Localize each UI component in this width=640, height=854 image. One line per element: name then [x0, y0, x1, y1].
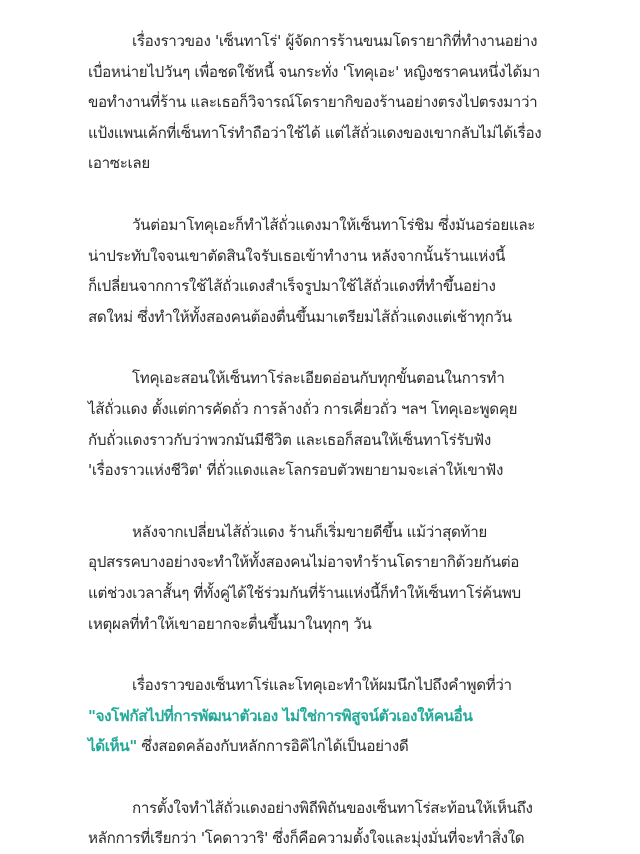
text-line: การตั้งใจทำไส้ถั่วแดงอย่างพิถีพิถันของเซ็นทาโร่สะท้อนให้เห็นถึง	[132, 798, 533, 817]
highlighted-quote-end: ได้เห็น"	[88, 737, 137, 756]
text-line: โทคุเอะสอนให้เซ็นทาโร่ละเอียดอ่อนกับทุกขั้นตอนในการทำ	[132, 369, 505, 388]
text-line: สดใหม่ ซึ่งทำให้ทั้งสองคนต้องตื่นขึ้นมาเตรียมไส้ถั่วแดงแต่เช้าทุกวัน	[88, 307, 512, 326]
text-line: เอาซะเลย	[88, 154, 150, 173]
text-line: เบื่อหน่ายไปวันๆ เพื่อชดใช้หนี้ จนกระทั่ง 'โทคุเอะ' หญิงชราคนหนึ่งได้มา	[88, 62, 540, 81]
highlighted-quote: "จงโฟกัสไปที่การพัฒนาตัวเอง ไม่ใช่การพิสูจน์ตัวเองให้คนอื่น	[88, 706, 473, 725]
text-line: ไส้ถั่วแดง ตั้งแต่การคัดถั่ว การล้างถั่ว การเคี่ยวถั่ว ฯลฯ โทคุเอะพูดคุย	[88, 399, 518, 418]
paragraph-5-quote	[88, 670, 600, 762]
paragraph-3	[88, 363, 600, 485]
text-line: ก็เปลี่ยนจากการใช้ไส้ถั่วแดงสำเร็จรูปมาใช้ไส้ถั่วแดงที่ทำขึ้นอย่าง	[88, 277, 496, 296]
text-line: หลังจากเปลี่ยนไส้ถั่วแดง ร้านก็เริ่มขายดีขึ้น แม้ว่าสุดท้าย	[132, 522, 487, 541]
text-line: เรื่องราวของ 'เซ็นทาโร่' ผู้จัดการร้านขนมโดรายากิที่ทำงานอย่าง	[132, 32, 538, 50]
text-line: น่าประทับใจจนเขาตัดสินใจรับเธอเข้าทำงาน หลังจากนั้นร้านแห่งนี้	[88, 246, 506, 265]
text-line: เหตุผลที่ทำให้เขาอยากจะตื่นขึ้นมาในทุกๆ วัน	[88, 614, 372, 633]
text-line: แต่ช่วงเวลาสั้นๆ ที่ทั้งคู่ได้ใช้ร่วมกันที่ร้านแห่งนี้ก็ทำให้เซ็นทาโร่ค้นพบ	[88, 583, 521, 602]
text-line: ขอทำงานที่ร้าน และเธอก็วิจารณ์โดรายากิของร้านอย่างตรงไปตรงมาว่า	[88, 93, 538, 112]
paragraph-1	[88, 26, 600, 179]
text-line	[88, 731, 600, 762]
text-line: อุปสรรคบางอย่างจะทำให้ทั้งสองคนไม่อาจทำร้านโดรายากิด้วยกันต่อ	[88, 553, 520, 572]
paragraph-4	[88, 517, 600, 639]
text-line: วันต่อมาโทคุเอะก็ทำไส้ถั่วแดงมาให้เซ็นทาโร่ชิม ซึ่งมันอร่อยและ	[132, 215, 536, 234]
paragraph-6	[88, 793, 600, 854]
text-line: เรื่องราวของเซ็นทาโร่และโทคุเอะทำให้ผมนึกไปถึงคำพูดที่ว่า	[132, 676, 512, 695]
text-line: แป้งแพนเค้กที่เซ็นทาโร่ทำถือว่าใช้ได้ แต่ไส้ถั่วแดงของเขากลับไม่ได้เรื่อง	[88, 123, 542, 142]
text-line: หลักการที่เรียกว่า 'โคดาวาริ' ซึ่งก็คือความตั้งใจและมุ่งมั่นที่จะทำสิ่งใด	[88, 829, 525, 848]
text-line: 'เรื่องราวแห่งชีวิต' ที่ถั่วแดงและโลกรอบตัวพยายามจะเล่าให้เขาฟัง	[88, 461, 504, 480]
text-line-rest: ซึ่งสอดคล้องกับหลักการอิคิไกได้เป็นอย่างดี	[136, 737, 409, 756]
text-line: กับถั่วแดงราวกับว่าพวกมันมีชีวิต และเธอก็สอนให้เซ็นทาโร่รับฟัง	[88, 430, 491, 449]
paragraph-2	[88, 210, 600, 332]
